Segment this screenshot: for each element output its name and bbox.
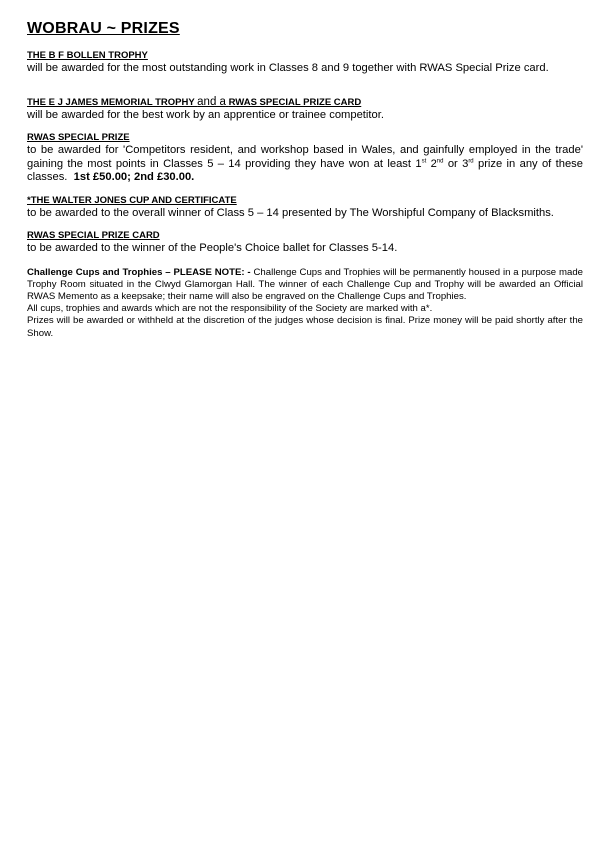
section-heading-secondary: RWAS SPECIAL PRIZE CARD	[228, 96, 362, 108]
section-rwas-special-prize	[27, 132, 583, 185]
section-rwas-special-prize-card	[27, 230, 583, 256]
notes-label: Challenge Cups and Trophies – PLEASE NOTE: -	[27, 266, 251, 278]
text-after: prize in any of these classes.	[27, 157, 583, 183]
text-before: to be awarded for 'Competitors resident, and workshop based in Wales, and gainfully employed in the trade' gaining the most points in Classes 5 – 14 providing they have won at least 1	[27, 144, 583, 170]
section-heading: THE E J JAMES MEMORIAL TROPHY	[27, 96, 195, 108]
text-mid-1: 2	[426, 157, 437, 170]
ordinal-2nd: nd	[436, 157, 444, 164]
ordinal-3rd: rd	[468, 157, 474, 164]
section-text: to be awarded to the overall winner of Class 5 – 14 presented by The Worshipful Company of Blacksmiths.	[27, 206, 554, 219]
section-ej-james-trophy	[27, 96, 583, 123]
section-text	[27, 144, 583, 185]
ordinal-1st: st	[421, 157, 427, 164]
section-text: will be awarded for the best work by an apprentice or trainee competitor.	[27, 108, 384, 121]
notes-block	[27, 267, 583, 340]
section-heading: RWAS SPECIAL PRIZE CARD	[27, 230, 160, 241]
heading-joiner: and a	[197, 95, 226, 108]
text-mid-2: or 3	[443, 157, 469, 170]
notes-text-1: Challenge Cups and Trophies will be permanently housed in a purpose made Trophy Room situated in the Clwyd Glamorgan Hall. The winner of each Challenge Cup and Trophy will be awarded an Official RWAS Memento as a keepsake; their name will also be engraved on the Challenge Cups and Trophies.	[27, 266, 583, 302]
notes-paragraph-1	[27, 267, 583, 304]
notes-paragraph-3: Prizes will be awarded or withheld at the discretion of the judges whose decision is final. Prize money will be paid shortly after the Show.	[27, 315, 583, 339]
notes-paragraph-2: All cups, trophies and awards which are not the responsibility of the Society are marked with a*.	[27, 303, 433, 315]
section-heading: THE B F BOLLEN TROPHY	[27, 50, 148, 61]
page-title: WOBRAU ~ PRIZES	[27, 20, 180, 37]
section-heading: *THE WALTER JONES CUP AND CERTIFICATE	[27, 194, 237, 206]
document-page	[27, 20, 583, 340]
section-text: will be awarded for the most outstanding work in Classes 8 and 9 together with RWAS Special Prize card.	[27, 62, 549, 74]
section-text: to be awarded to the winner of the People's Choice ballet for Classes 5-14.	[27, 242, 398, 254]
section-walter-jones-cup	[27, 195, 583, 221]
section-heading-line	[27, 96, 583, 109]
section-heading: RWAS SPECIAL PRIZE	[27, 132, 130, 143]
prize-money: 1st £50.00; 2nd £30.00.	[73, 171, 195, 183]
section-bf-bollen-trophy	[27, 50, 583, 76]
